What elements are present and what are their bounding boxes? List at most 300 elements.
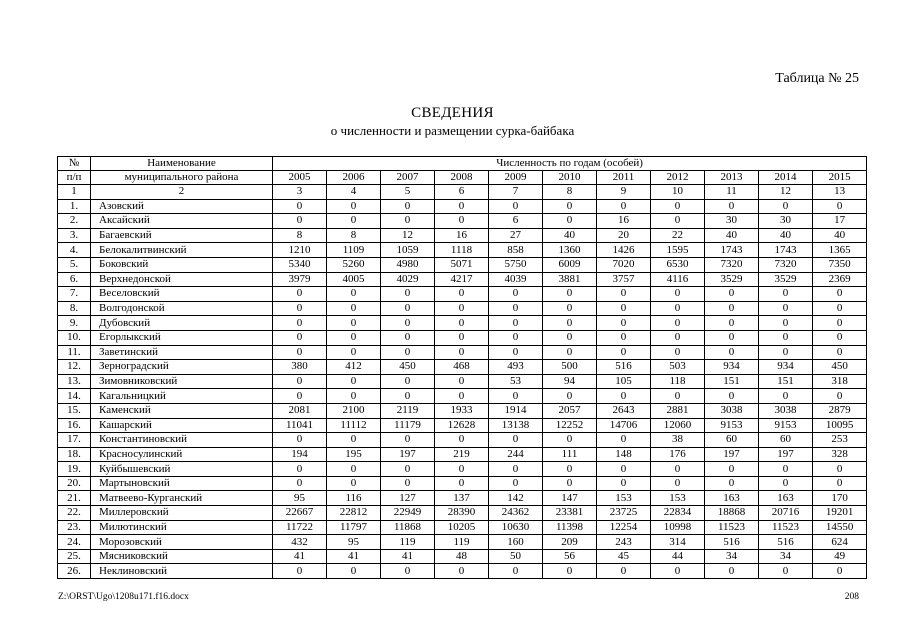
count-cell: 12252 — [543, 418, 597, 433]
count-cell: 0 — [759, 564, 813, 579]
year-header: 2014 — [759, 171, 813, 185]
count-cell: 0 — [813, 476, 867, 491]
count-cell: 0 — [705, 476, 759, 491]
row-number: 17. — [58, 433, 91, 448]
count-cell: 0 — [651, 199, 705, 214]
count-cell: 30 — [705, 214, 759, 229]
count-cell: 2881 — [651, 403, 705, 418]
count-cell: 11112 — [327, 418, 381, 433]
column-index-cell: 3 — [273, 185, 327, 200]
district-name: Морозовский — [91, 535, 273, 550]
table-row — [58, 476, 867, 491]
count-cell: 0 — [327, 287, 381, 302]
count-cell: 0 — [435, 433, 489, 448]
count-cell: 243 — [597, 535, 651, 550]
row-number: 2. — [58, 214, 91, 229]
count-cell: 170 — [813, 491, 867, 506]
count-cell: 0 — [543, 330, 597, 345]
count-cell: 0 — [273, 199, 327, 214]
count-cell: 0 — [597, 564, 651, 579]
count-cell: 0 — [435, 389, 489, 404]
count-cell: 0 — [813, 462, 867, 477]
count-cell: 0 — [489, 330, 543, 345]
count-cell: 0 — [813, 389, 867, 404]
count-cell: 3038 — [705, 403, 759, 418]
count-cell: 0 — [759, 301, 813, 316]
column-index-cell: 5 — [381, 185, 435, 200]
district-name: Волгодонской — [91, 301, 273, 316]
row-number: 14. — [58, 389, 91, 404]
column-index-cell: 1 — [58, 185, 91, 200]
count-cell: 0 — [489, 476, 543, 491]
count-cell: 16 — [435, 228, 489, 243]
count-cell: 6530 — [651, 257, 705, 272]
district-name: Зимовниковский — [91, 374, 273, 389]
table-row — [58, 316, 867, 331]
district-name: Кашарский — [91, 418, 273, 433]
count-cell: 0 — [759, 389, 813, 404]
count-cell: 244 — [489, 447, 543, 462]
table-row — [58, 360, 867, 375]
count-cell: 2119 — [381, 403, 435, 418]
count-cell: 0 — [435, 462, 489, 477]
count-cell: 105 — [597, 374, 651, 389]
district-name: Мартыновский — [91, 476, 273, 491]
count-cell: 493 — [489, 360, 543, 375]
count-cell: 0 — [381, 564, 435, 579]
col-name-header-line1: Наименование — [91, 157, 273, 171]
table-row — [58, 199, 867, 214]
count-cell: 0 — [381, 433, 435, 448]
count-cell: 934 — [705, 360, 759, 375]
column-index-cell: 12 — [759, 185, 813, 200]
count-cell: 0 — [543, 433, 597, 448]
count-cell: 0 — [435, 301, 489, 316]
count-cell: 3881 — [543, 272, 597, 287]
table-row — [58, 520, 867, 535]
count-cell: 0 — [705, 287, 759, 302]
count-cell: 1743 — [705, 243, 759, 258]
count-cell: 468 — [435, 360, 489, 375]
count-cell: 253 — [813, 433, 867, 448]
count-cell: 0 — [327, 345, 381, 360]
count-cell: 13138 — [489, 418, 543, 433]
count-cell: 0 — [651, 462, 705, 477]
count-cell: 0 — [705, 389, 759, 404]
year-header: 2009 — [489, 171, 543, 185]
year-header: 2015 — [813, 171, 867, 185]
row-number: 1. — [58, 199, 91, 214]
count-cell: 0 — [543, 199, 597, 214]
count-cell: 0 — [651, 287, 705, 302]
count-cell: 11523 — [759, 520, 813, 535]
row-number: 11. — [58, 345, 91, 360]
district-name: Дубовский — [91, 316, 273, 331]
count-cell: 0 — [543, 301, 597, 316]
district-name: Аксайский — [91, 214, 273, 229]
count-cell: 0 — [273, 287, 327, 302]
row-number: 7. — [58, 287, 91, 302]
count-cell: 516 — [759, 535, 813, 550]
count-cell: 11722 — [273, 520, 327, 535]
table-row — [58, 403, 867, 418]
count-cell: 48 — [435, 549, 489, 564]
count-cell: 142 — [489, 491, 543, 506]
count-cell: 6 — [489, 214, 543, 229]
district-name: Боковский — [91, 257, 273, 272]
count-cell: 0 — [705, 345, 759, 360]
count-cell: 0 — [327, 330, 381, 345]
count-cell: 111 — [543, 447, 597, 462]
count-cell: 2057 — [543, 403, 597, 418]
count-cell: 153 — [597, 491, 651, 506]
count-cell: 0 — [327, 301, 381, 316]
row-number: 21. — [58, 491, 91, 506]
document-title: СВЕДЕНИЯ — [411, 105, 494, 121]
count-cell: 0 — [651, 330, 705, 345]
count-cell: 0 — [381, 345, 435, 360]
district-name: Красносулинский — [91, 447, 273, 462]
column-index-cell: 7 — [489, 185, 543, 200]
count-cell: 127 — [381, 491, 435, 506]
count-cell: 1360 — [543, 243, 597, 258]
district-name: Заветинский — [91, 345, 273, 360]
count-cell: 18868 — [705, 506, 759, 521]
table-row — [58, 243, 867, 258]
count-cell: 176 — [651, 447, 705, 462]
count-cell: 624 — [813, 535, 867, 550]
count-cell: 0 — [381, 476, 435, 491]
count-cell: 0 — [597, 199, 651, 214]
count-cell: 450 — [813, 360, 867, 375]
table-row — [58, 549, 867, 564]
district-name: Зерноградский — [91, 360, 273, 375]
count-cell: 41 — [273, 549, 327, 564]
count-cell: 8 — [327, 228, 381, 243]
count-cell: 4980 — [381, 257, 435, 272]
count-cell: 0 — [381, 287, 435, 302]
count-cell: 0 — [435, 199, 489, 214]
count-cell: 2369 — [813, 272, 867, 287]
count-cell: 22812 — [327, 506, 381, 521]
count-cell: 0 — [813, 287, 867, 302]
count-cell: 0 — [273, 345, 327, 360]
count-cell: 0 — [273, 389, 327, 404]
count-cell: 0 — [759, 316, 813, 331]
count-cell: 1365 — [813, 243, 867, 258]
count-cell: 34 — [759, 549, 813, 564]
count-cell: 0 — [327, 374, 381, 389]
count-cell: 0 — [597, 316, 651, 331]
column-index-cell: 8 — [543, 185, 597, 200]
count-cell: 0 — [543, 389, 597, 404]
count-cell: 0 — [273, 374, 327, 389]
count-cell: 0 — [759, 199, 813, 214]
count-cell: 0 — [381, 301, 435, 316]
count-cell: 0 — [489, 199, 543, 214]
header-row-years — [58, 171, 867, 185]
count-cell: 0 — [435, 316, 489, 331]
count-cell: 147 — [543, 491, 597, 506]
footer-file-path: Z:\ORST\Ugo\1208u171.f16.docx — [58, 592, 189, 602]
count-cell: 0 — [651, 214, 705, 229]
count-cell: 0 — [273, 330, 327, 345]
count-cell: 151 — [759, 374, 813, 389]
count-cell: 23381 — [543, 506, 597, 521]
count-cell: 7320 — [759, 257, 813, 272]
count-cell: 1914 — [489, 403, 543, 418]
count-cell: 0 — [597, 462, 651, 477]
count-cell: 500 — [543, 360, 597, 375]
table-row — [58, 491, 867, 506]
count-cell: 5260 — [327, 257, 381, 272]
count-cell: 0 — [327, 476, 381, 491]
count-cell: 7020 — [597, 257, 651, 272]
count-cell: 163 — [759, 491, 813, 506]
header-row-1 — [58, 157, 867, 171]
count-cell: 17 — [813, 214, 867, 229]
count-cell: 1059 — [381, 243, 435, 258]
count-cell: 0 — [273, 214, 327, 229]
count-cell: 12 — [381, 228, 435, 243]
count-cell: 0 — [273, 316, 327, 331]
count-cell: 41 — [327, 549, 381, 564]
count-cell: 24362 — [489, 506, 543, 521]
count-cell: 0 — [489, 345, 543, 360]
row-number: 13. — [58, 374, 91, 389]
table-row — [58, 535, 867, 550]
count-cell: 0 — [651, 476, 705, 491]
year-header: 2010 — [543, 171, 597, 185]
count-cell: 328 — [813, 447, 867, 462]
count-cell: 160 — [489, 535, 543, 550]
row-number: 23. — [58, 520, 91, 535]
count-cell: 0 — [759, 345, 813, 360]
row-number: 19. — [58, 462, 91, 477]
count-cell: 22949 — [381, 506, 435, 521]
count-cell: 7350 — [813, 257, 867, 272]
count-cell: 9153 — [705, 418, 759, 433]
count-cell: 0 — [381, 316, 435, 331]
year-header: 2007 — [381, 171, 435, 185]
row-number: 16. — [58, 418, 91, 433]
count-cell: 0 — [543, 214, 597, 229]
district-name: Багаевский — [91, 228, 273, 243]
count-cell: 0 — [651, 301, 705, 316]
row-number: 9. — [58, 316, 91, 331]
count-cell: 40 — [543, 228, 597, 243]
count-cell: 450 — [381, 360, 435, 375]
row-number: 3. — [58, 228, 91, 243]
count-cell: 12254 — [597, 520, 651, 535]
row-number: 24. — [58, 535, 91, 550]
count-cell: 0 — [597, 389, 651, 404]
count-cell: 20 — [597, 228, 651, 243]
count-cell: 60 — [759, 433, 813, 448]
table-row — [58, 564, 867, 579]
table-row — [58, 228, 867, 243]
count-cell: 503 — [651, 360, 705, 375]
count-cell: 53 — [489, 374, 543, 389]
table-row — [58, 418, 867, 433]
count-cell: 1933 — [435, 403, 489, 418]
count-cell: 0 — [543, 287, 597, 302]
count-cell: 16 — [597, 214, 651, 229]
count-cell: 119 — [381, 535, 435, 550]
column-index-cell: 13 — [813, 185, 867, 200]
count-cell: 4217 — [435, 272, 489, 287]
table-row — [58, 447, 867, 462]
count-cell: 8 — [273, 228, 327, 243]
count-cell: 0 — [489, 316, 543, 331]
count-cell: 209 — [543, 535, 597, 550]
count-cell: 0 — [489, 564, 543, 579]
count-cell: 119 — [435, 535, 489, 550]
count-cell: 0 — [327, 433, 381, 448]
count-cell: 60 — [705, 433, 759, 448]
count-cell: 0 — [813, 330, 867, 345]
district-name: Белокалитвинский — [91, 243, 273, 258]
count-cell: 11398 — [543, 520, 597, 535]
count-cell: 0 — [435, 214, 489, 229]
count-cell: 0 — [651, 389, 705, 404]
count-cell: 95 — [327, 535, 381, 550]
district-name: Константиновский — [91, 433, 273, 448]
count-cell: 194 — [273, 447, 327, 462]
count-cell: 11797 — [327, 520, 381, 535]
count-cell: 0 — [435, 330, 489, 345]
count-cell: 41 — [381, 549, 435, 564]
count-cell: 0 — [813, 316, 867, 331]
row-number: 12. — [58, 360, 91, 375]
count-cell: 23725 — [597, 506, 651, 521]
count-cell: 314 — [651, 535, 705, 550]
count-cell: 0 — [705, 301, 759, 316]
count-cell: 197 — [381, 447, 435, 462]
count-cell: 0 — [597, 330, 651, 345]
row-number: 18. — [58, 447, 91, 462]
count-cell: 0 — [435, 374, 489, 389]
count-cell: 4029 — [381, 272, 435, 287]
table-row — [58, 433, 867, 448]
count-cell: 20716 — [759, 506, 813, 521]
count-cell: 153 — [651, 491, 705, 506]
count-cell: 219 — [435, 447, 489, 462]
count-cell: 19201 — [813, 506, 867, 521]
count-cell: 0 — [759, 476, 813, 491]
row-number: 20. — [58, 476, 91, 491]
count-cell: 11041 — [273, 418, 327, 433]
count-cell: 858 — [489, 243, 543, 258]
count-cell: 516 — [705, 535, 759, 550]
district-name: Мясниковский — [91, 549, 273, 564]
count-cell: 0 — [327, 199, 381, 214]
count-cell: 0 — [327, 214, 381, 229]
count-cell: 934 — [759, 360, 813, 375]
district-name: Егорлыкский — [91, 330, 273, 345]
count-cell: 10998 — [651, 520, 705, 535]
count-cell: 0 — [327, 389, 381, 404]
count-cell: 0 — [813, 301, 867, 316]
count-cell: 2879 — [813, 403, 867, 418]
count-cell: 50 — [489, 549, 543, 564]
table-row — [58, 345, 867, 360]
count-cell: 137 — [435, 491, 489, 506]
table-row — [58, 272, 867, 287]
count-cell: 10095 — [813, 418, 867, 433]
count-cell: 0 — [381, 214, 435, 229]
district-name: Миллеровский — [91, 506, 273, 521]
table-row — [58, 374, 867, 389]
table-row — [58, 389, 867, 404]
count-cell: 1210 — [273, 243, 327, 258]
count-cell: 1426 — [597, 243, 651, 258]
district-name: Верхнедонской — [91, 272, 273, 287]
district-name: Куйбышевский — [91, 462, 273, 477]
row-number: 25. — [58, 549, 91, 564]
year-header: 2013 — [705, 171, 759, 185]
district-name: Веселовский — [91, 287, 273, 302]
count-cell: 0 — [435, 287, 489, 302]
count-cell: 10205 — [435, 520, 489, 535]
count-cell: 0 — [273, 433, 327, 448]
count-cell: 0 — [489, 433, 543, 448]
count-cell: 0 — [489, 462, 543, 477]
count-cell: 0 — [759, 462, 813, 477]
count-cell: 0 — [273, 462, 327, 477]
count-cell: 38 — [651, 433, 705, 448]
count-cell: 0 — [543, 316, 597, 331]
count-cell: 1118 — [435, 243, 489, 258]
count-cell: 0 — [813, 199, 867, 214]
row-number: 4. — [58, 243, 91, 258]
count-cell: 0 — [273, 476, 327, 491]
count-cell: 40 — [705, 228, 759, 243]
table-row — [58, 257, 867, 272]
count-cell: 197 — [759, 447, 813, 462]
count-cell: 0 — [705, 462, 759, 477]
count-cell: 12628 — [435, 418, 489, 433]
count-cell: 2100 — [327, 403, 381, 418]
group-header: Численность по годам (особей) — [273, 157, 867, 171]
column-index-cell: 9 — [597, 185, 651, 200]
count-cell: 3038 — [759, 403, 813, 418]
count-cell: 12060 — [651, 418, 705, 433]
year-header: 2012 — [651, 171, 705, 185]
count-cell: 0 — [381, 462, 435, 477]
count-cell: 0 — [651, 316, 705, 331]
year-header: 2006 — [327, 171, 381, 185]
count-cell: 10630 — [489, 520, 543, 535]
count-cell: 0 — [327, 316, 381, 331]
count-cell: 0 — [381, 389, 435, 404]
count-cell: 0 — [705, 564, 759, 579]
count-cell: 0 — [327, 564, 381, 579]
col-name-header-line2: муниципального района — [91, 171, 273, 185]
table-row — [58, 214, 867, 229]
table-row — [58, 506, 867, 521]
count-cell: 116 — [327, 491, 381, 506]
count-cell: 380 — [273, 360, 327, 375]
count-cell: 28390 — [435, 506, 489, 521]
count-cell: 0 — [543, 345, 597, 360]
column-index-row — [58, 185, 867, 200]
count-cell: 0 — [543, 476, 597, 491]
count-cell: 0 — [651, 564, 705, 579]
table-body — [58, 157, 867, 579]
count-cell: 1743 — [759, 243, 813, 258]
count-cell: 516 — [597, 360, 651, 375]
